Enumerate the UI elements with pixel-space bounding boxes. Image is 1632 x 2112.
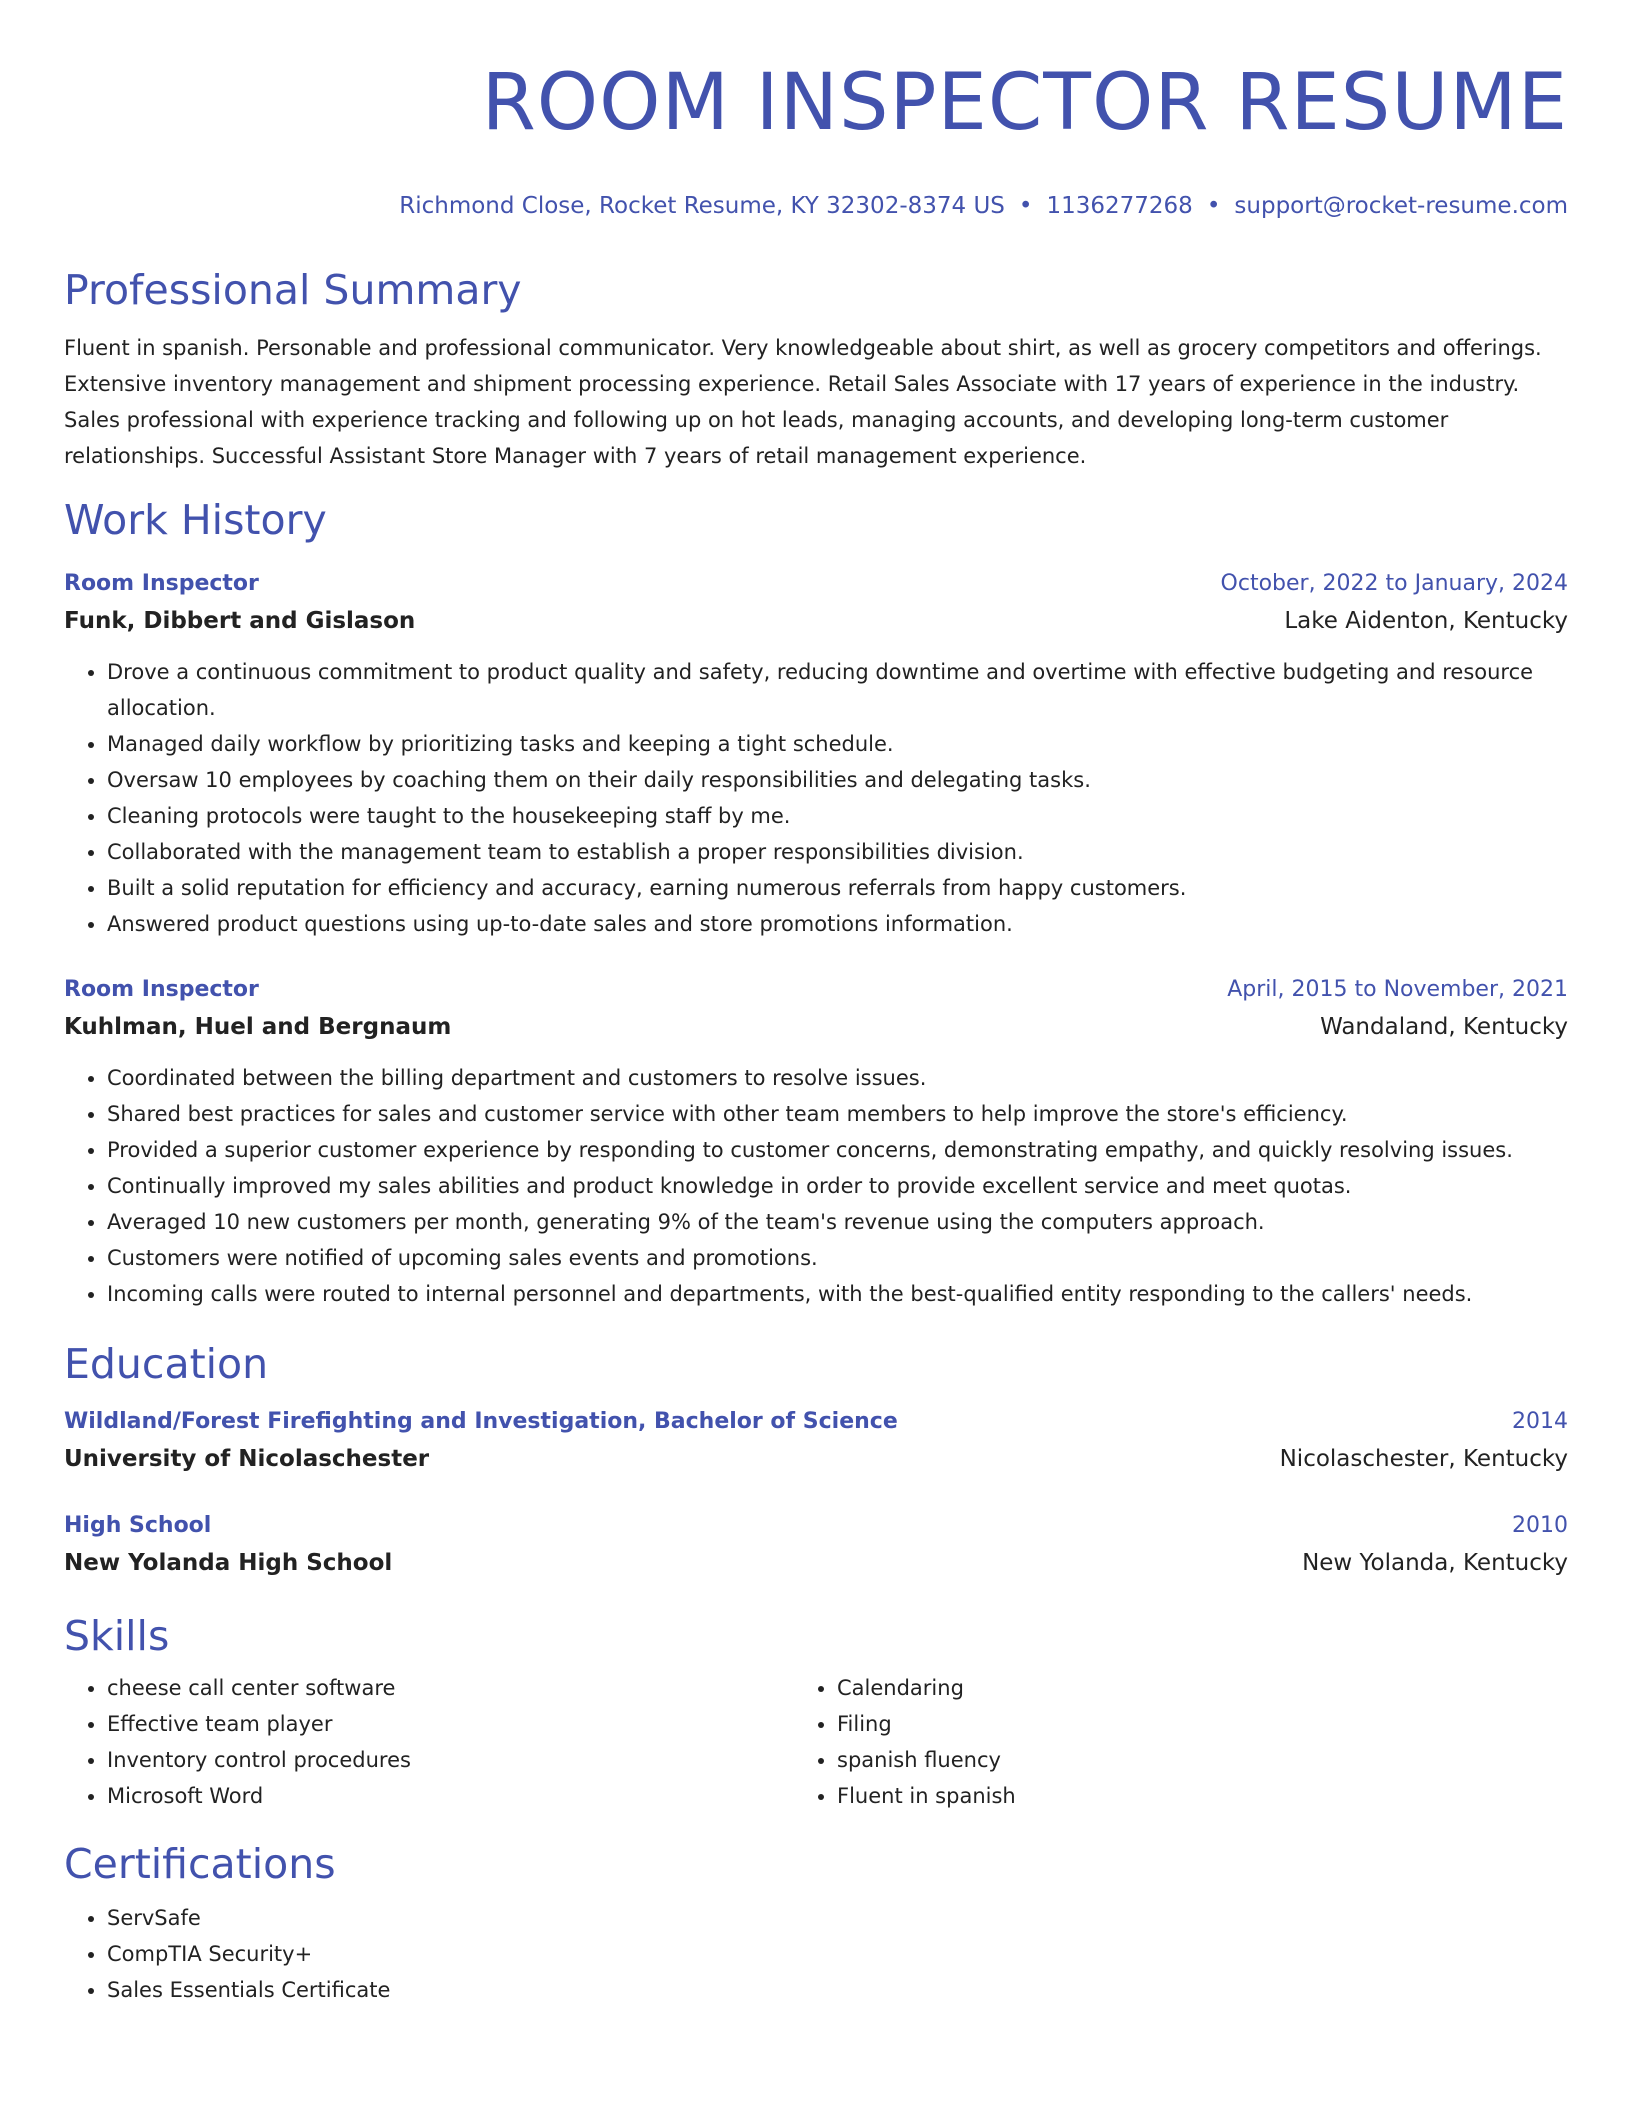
job-bullet: • Answered product questions using up-to-date sales and store promotions information. (107, 906, 1568, 942)
certifications-items (64, 1900, 1568, 2008)
skill-item: • Fluent in spanish (837, 1778, 1524, 1814)
contact-address: Richmond Close, Rocket Resume, KY 32302-8374 US (399, 193, 1005, 219)
education-heading: Education (64, 1340, 269, 1388)
job-role: Room Inspector (64, 571, 259, 596)
job-bullet: • Provided a superior customer experience by responding to customer concerns, demonstrating empathy, and quickly resolving issues. (107, 1132, 1568, 1168)
job-bullet: • Collaborated with the management team to establish a proper responsibilities division. (107, 834, 1568, 870)
job-bullet: • Cleaning protocols were taught to the housekeeping staff by me. (107, 798, 1568, 834)
contact-line (64, 190, 1568, 222)
certification-item: • Sales Essentials Certificate (107, 1972, 1568, 2008)
job-bullet: • Drove a continuous commitment to product quality and safety, reducing downtime and overtime with effective budgeting and resource allocation. (107, 654, 1568, 726)
job-bullets (64, 1060, 1568, 1312)
job-company: Funk, Dibbert and Gislason (64, 608, 416, 634)
skill-item: • spanish fluency (837, 1742, 1524, 1778)
skill-item: • Effective team player (107, 1706, 794, 1742)
skill-item: • Calendaring (837, 1670, 1524, 1706)
job-bullet: • Continually improved my sales abilities and product knowledge in order to provide excellent service and meet quotas. (107, 1168, 1568, 1204)
job-bullet: • Oversaw 10 employees by coaching them on their daily responsibilities and delegating tasks. (107, 762, 1568, 798)
certifications-heading: Certifications (64, 1840, 336, 1888)
job-bullet: • Customers were notified of upcoming sales events and promotions. (107, 1240, 1568, 1276)
skill-item: • Inventory control procedures (107, 1742, 794, 1778)
job-dates: April, 2015 to November, 2021 (1227, 977, 1568, 1002)
skills-list (64, 1670, 1568, 1814)
skill-item: • cheese call center software (107, 1670, 794, 1706)
summary-heading: Professional Summary (64, 266, 522, 314)
skill-item: • Filing (837, 1706, 1524, 1742)
skills-column-right (794, 1670, 1524, 1814)
education-year: 2014 (1512, 1409, 1568, 1434)
job-bullet: • Managed daily workflow by prioritizing tasks and keeping a tight schedule. (107, 726, 1568, 762)
education-entry (64, 1508, 1568, 1582)
job-bullet: • Coordinated between the billing department and customers to resolve issues. (107, 1060, 1568, 1096)
certification-item: • ServSafe (107, 1900, 1568, 1936)
job-bullet: • Incoming calls were routed to internal personnel and departments, with the best-qualified entity responding to the callers' needs. (107, 1276, 1568, 1312)
job-entry (64, 566, 1568, 942)
education-school: New Yolanda High School (64, 1550, 393, 1576)
contact-separator: • (1018, 193, 1033, 219)
job-bullets (64, 654, 1568, 942)
education-school: University of Nicolaschester (64, 1446, 430, 1472)
education-location: Nicolaschester, Kentucky (1279, 1446, 1568, 1472)
job-location: Lake Aidenton, Kentucky (1284, 608, 1568, 634)
skills-column-left (64, 1670, 794, 1814)
skill-item: • Microsoft Word (107, 1778, 794, 1814)
education-year: 2010 (1512, 1513, 1568, 1538)
work-history-heading: Work History (64, 496, 327, 544)
skills-heading: Skills (64, 1612, 170, 1660)
job-dates: October, 2022 to January, 2024 (1220, 571, 1568, 596)
summary-text: Fluent in spanish. Personable and professional communicator. Very knowledgeable about shirt, as well as grocery competitors and offerings. Extensive inventory management and shipment processing experience. Retail Sales Associate with 17 years of experience in the industry. Sales professional with experience tracking and following up on hot leads, managing accounts, and developing long-term customer relationships. Successful Assistant Store Manager with 7 years of retail management experience. (64, 336, 1542, 468)
education-degree: Wildland/Forest Firefighting and Investigation, Bachelor of Science (64, 1409, 898, 1434)
job-company: Kuhlman, Huel and Bergnaum (64, 1014, 452, 1040)
job-bullet: • Averaged 10 new customers per month, generating 9% of the team's revenue using the computers approach. (107, 1204, 1568, 1240)
contact-email: support@rocket-resume.com (1234, 193, 1568, 219)
job-bullet: • Built a solid reputation for efficiency and accuracy, earning numerous referrals from happy customers. (107, 870, 1568, 906)
education-location: New Yolanda, Kentucky (1302, 1550, 1568, 1576)
job-bullet: • Shared best practices for sales and customer service with other team members to help improve the store's efficiency. (107, 1096, 1568, 1132)
resume-header (64, 56, 1568, 222)
certification-item: • CompTIA Security+ (107, 1936, 1568, 1972)
resume-title: ROOM INSPECTOR RESUME (481, 58, 1568, 148)
certifications-list (64, 1900, 1568, 2008)
education-entry (64, 1404, 1568, 1478)
job-role: Room Inspector (64, 977, 259, 1002)
contact-separator: • (1206, 193, 1221, 219)
job-location: Wandaland, Kentucky (1320, 1014, 1568, 1040)
contact-phone: 1136277268 (1046, 193, 1193, 219)
education-degree: High School (64, 1513, 212, 1538)
job-entry (64, 972, 1568, 1312)
